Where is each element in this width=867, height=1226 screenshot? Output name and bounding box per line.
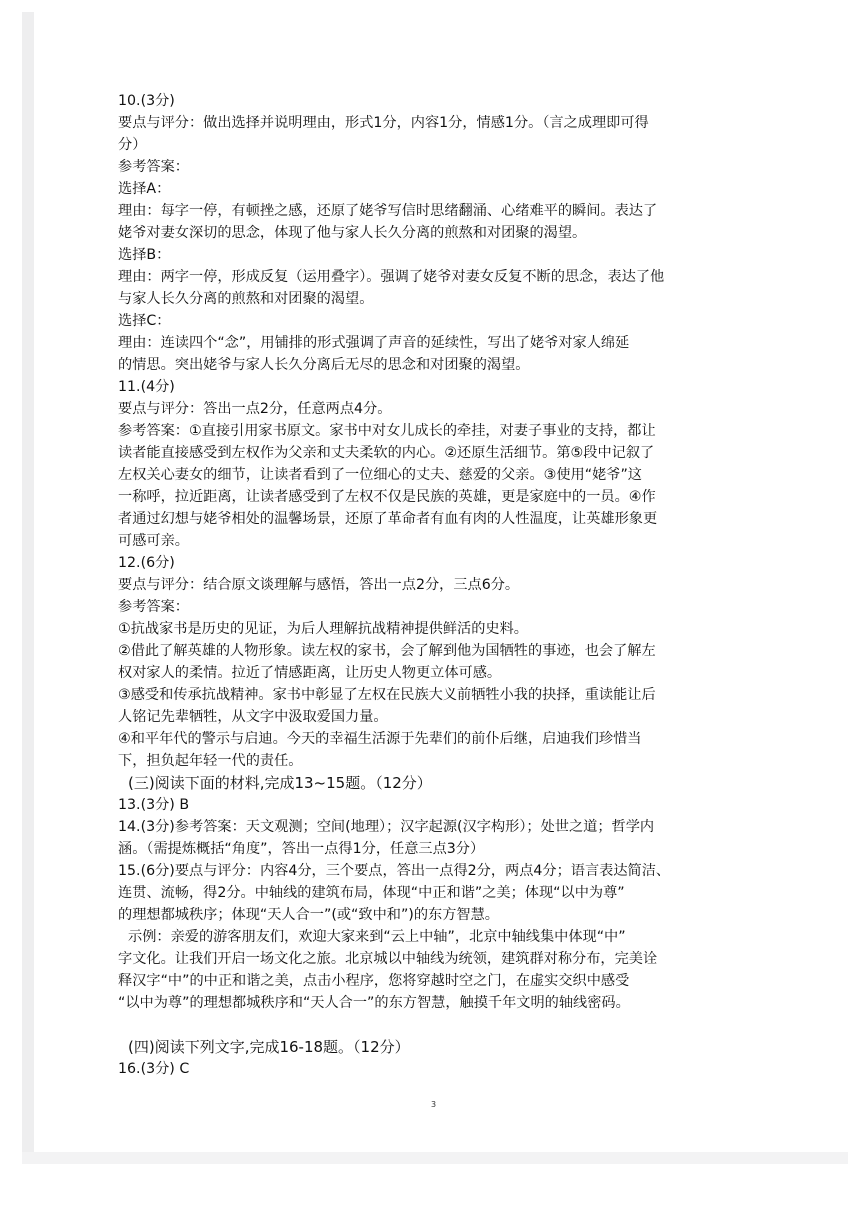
text-line: 分）	[118, 137, 147, 153]
answer-content	[118, 90, 718, 1080]
example-line: 释汉字“中”的中正和谐之美，点击小程序，您将穿越时空之门，在虚实交织中感受	[118, 973, 630, 989]
spacer	[118, 1014, 718, 1036]
text-line: 一称呼，拉近距离，让读者感受到了左权不仅是民族的英雄，更是家庭中的一员。④作	[118, 489, 656, 505]
text-line: 者通过幻想与姥爷相处的温馨场景，还原了革命者有血有肉的人性温度，让英雄形象更	[118, 511, 658, 527]
text-line: 12.(6分)	[118, 555, 175, 571]
text-line: 要点与评分：结合原文谈理解与感悟，答出一点2分，三点6分。	[118, 577, 520, 593]
text-line: 理由：两字一停，形成反复（运用叠字）。强调了姥爷对妻女反复不断的思念，表达了他	[118, 269, 665, 285]
page-shadow-left	[22, 12, 34, 1152]
section-heading-4: (四)阅读下列文字,完成16-18题。（12分）	[128, 1038, 410, 1056]
text-line: 理由：连读四个“念”，用铺排的形式强调了声音的延续性，写出了姥爷对家人绵延	[118, 335, 630, 351]
text-line: ④和平年代的警示与启迪。今天的幸福生活源于先辈们的前仆后继，启迪我们珍惜当	[118, 731, 642, 747]
text-line: 姥爷对妻女深切的思念，体现了他与家人长久分离的煎熬和对团聚的渴望。	[118, 225, 587, 241]
text-line: 人铭记先辈牺牲，从文字中汲取爱国力量。	[118, 709, 388, 725]
text-line: 下，担负起年轻一代的责任。	[118, 753, 303, 769]
example-line: 示例：亲爱的游客朋友们，欢迎大家来到“云上中轴”，北京中轴线集中体现“中”	[128, 929, 626, 945]
text-line: 要点与评分：做出选择并说明理由，形式1分，内容1分，情感1分。（言之成理即可得	[118, 115, 649, 131]
text-line: 参考答案：①直接引用家书原文。家书中对女儿成长的牵挂，对妻子事业的支持，都让	[118, 423, 656, 439]
text-line: ①抗战家书是历史的见证，为后人理解抗战精神提供鲜活的史料。	[118, 621, 528, 637]
text-line: 选择C：	[118, 313, 171, 329]
text-line: 14.(3分)参考答案：天文观测；空间(地理）；汉字起源(汉字构形）；处世之道；哲学内	[118, 819, 655, 835]
text-line: 选择B：	[118, 247, 171, 263]
text-line: 参考答案：	[118, 599, 189, 615]
example-line: 字文化。让我们开启一场文化之旅。北京城以中轴线为统领，建筑群对称分布，完美诠	[118, 951, 658, 967]
text-line: 参考答案：	[118, 159, 189, 175]
text-line: 13.(3分) B	[118, 797, 190, 813]
text-line: 16.(3分) C	[118, 1061, 190, 1077]
text-line: 左权关心妻女的细节，让读者看到了一位细心的丈夫、慈爱的父亲。③使用“姥爷”这	[118, 467, 642, 483]
text-line: 可感可亲。	[118, 533, 189, 549]
text-line: 读者能直接感受到左权作为父亲和丈夫柔软的内心。②还原生活细节。第⑤段中记叙了	[118, 445, 655, 461]
text-line: 的理想都城秩序；体现“天人合一”(或“致中和”)的东方智慧。	[118, 907, 499, 923]
text-line: 理由：每字一停，有顿挫之感，还原了姥爷写信时思绪翻涌、心绪难平的瞬间。表达了	[118, 203, 658, 219]
text-line: 与家人长久分离的煎熬和对团聚的渴望。	[118, 291, 374, 307]
text-line: 要点与评分：答出一点2分，任意两点4分。	[118, 401, 392, 417]
text-line: ③感受和传承抗战精神。家书中彰显了左权在民族大义前牺牲小我的抉择，重读能让后	[118, 687, 656, 703]
text-line: 10.(3分)	[118, 93, 175, 109]
text-line: 涵。（需提炼概括“角度”，答出一点得1分，任意三点3分）	[118, 841, 485, 857]
text-line: 11.(4分)	[118, 379, 175, 395]
section-heading-3: (三)阅读下面的材料,完成13~15题。（12分）	[128, 774, 432, 792]
text-line: 选择A：	[118, 181, 171, 197]
text-line: 权对家人的柔情。拉近了情感距离，让历史人物更立体可感。	[118, 665, 502, 681]
example-line: “以中为尊”的理想都城秩序和“天人合一”的东方智慧，触摸千年文明的轴线密码。	[118, 995, 630, 1011]
text-line: 15.(6分)要点与评分：内容4分，三个要点，答出一点得2分，两点4分；语言表达简洁、	[118, 863, 671, 879]
text-line: 的情思。突出姥爷与家人长久分离后无尽的思念和对团聚的渴望。	[118, 357, 530, 373]
text-line: 连贯、流畅，得2分。中轴线的建筑布局，体现“中正和谐”之美；体现“以中为尊”	[118, 885, 625, 901]
page-number: 3	[430, 1100, 437, 1109]
page-shadow-bottom	[22, 1152, 848, 1164]
text-line: ②借此了解英雄的人物形象。读左权的家书，会了解到他为国牺牲的事迹，也会了解左	[118, 643, 656, 659]
